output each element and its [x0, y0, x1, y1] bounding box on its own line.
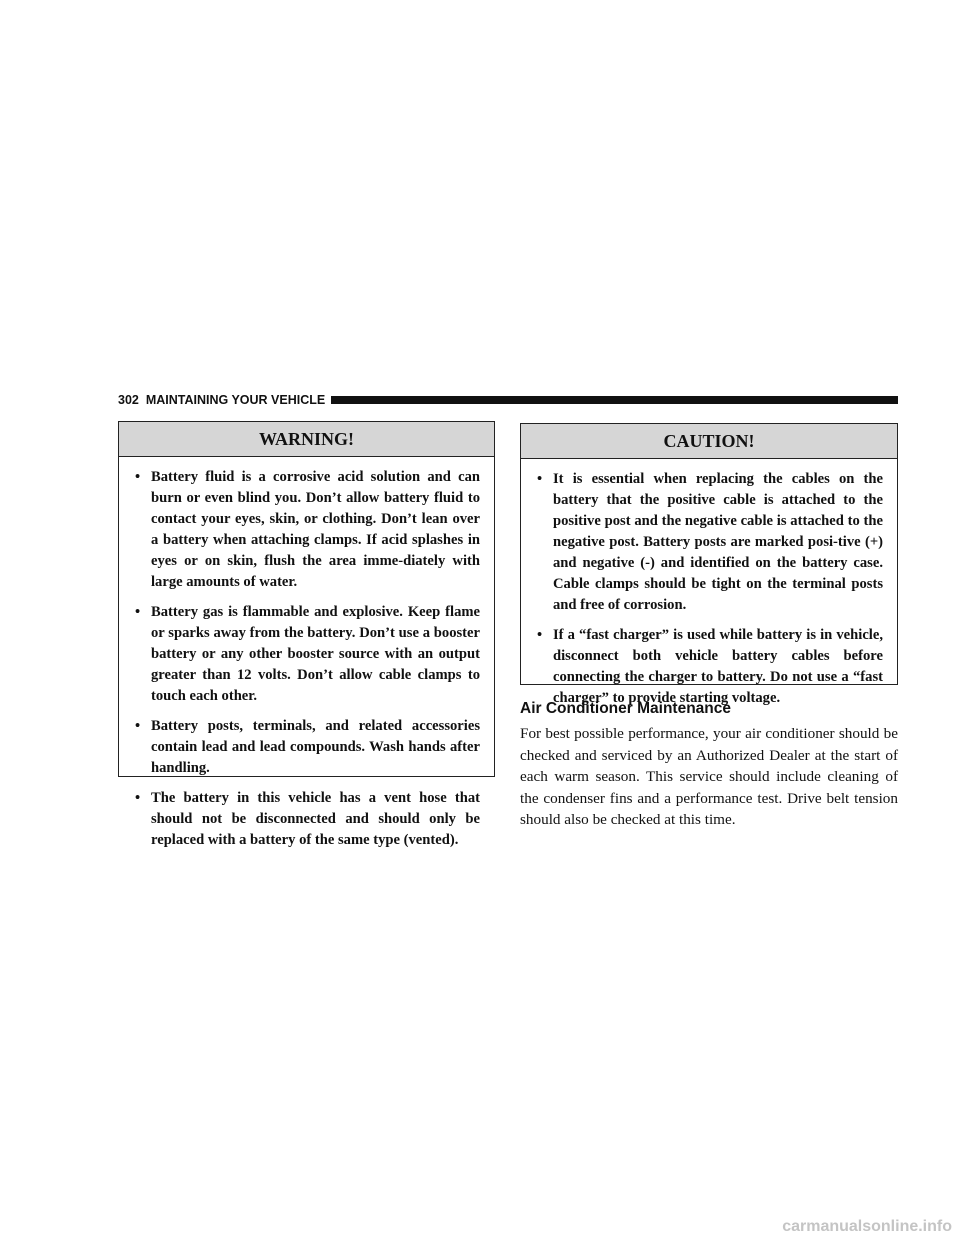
warning-item-text: The battery in this vehicle has a vent hose that should not be disconnected and should only be replaced with a battery of the same type (vented).	[151, 790, 480, 848]
bullet-icon: •	[135, 718, 141, 734]
warning-item	[135, 467, 480, 593]
caution-list	[521, 459, 897, 719]
section-title: MAINTAINING YOUR VEHICLE	[145, 393, 326, 407]
warning-item	[135, 602, 480, 707]
ac-section-heading: Air Conditioner Maintenance	[520, 700, 731, 717]
caution-box	[520, 423, 898, 706]
ac-section-body: For best possible performance, your air conditioner should be checked and serviced by an Authorized Dealer at the start of each warm season. This service should include cleaning of the condenser fins and a performance test. Drive belt tension should also be checked at this time.	[520, 725, 898, 828]
warning-item-text: Battery fluid is a corrosive acid solution and can burn or even blind you. Don’t allow battery fluid to contact your eyes, skin, or clothing. Don’t lean over a battery when attaching clamps. If acid splashes in eyes or on skin, flush the area imme-diately with large amounts of water.	[151, 469, 480, 590]
caution-item	[537, 469, 883, 616]
warning-item	[135, 716, 480, 779]
warning-list	[119, 457, 494, 861]
bullet-icon: •	[537, 627, 543, 643]
page-number: 302	[118, 393, 139, 407]
header-rule	[331, 396, 898, 404]
bullet-icon: •	[135, 469, 141, 485]
warning-box	[118, 421, 495, 848]
caution-item-text: It is essential when replacing the cables on the battery that the positive cable is attached to the positive post and the negative cable is attached to the negative post. Battery posts are marked posi-tive (+) and negative (-) and identified on the battery case. Cable clamps should be tight on the terminal posts and free of corrosion.	[553, 471, 883, 613]
page-header	[118, 391, 898, 409]
caution-item-text: If a “fast charger” is used while battery is in vehicle, disconnect both vehicle battery cables before connecting the charger to battery. Do not use a “fast charger” to provide starting voltage.	[553, 627, 883, 706]
warning-title: WARNING!	[119, 422, 494, 457]
warning-item-text: Battery posts, terminals, and related accessories contain lead and lead compounds. Wash hands after handling.	[151, 718, 480, 776]
bullet-icon: •	[537, 471, 543, 487]
bullet-icon: •	[135, 604, 141, 620]
caution-title: CAUTION!	[521, 424, 897, 459]
warning-item-text: Battery gas is flammable and explosive. Keep flame or sparks away from the battery. Don’t use a booster battery or any other booster source with an output greater than 12 volts. Don’t allow cable clamps to touch each other.	[151, 604, 480, 704]
caution-item	[537, 625, 883, 709]
watermark: carmanualsonline.info	[782, 1218, 952, 1235]
bullet-icon: •	[135, 790, 141, 806]
warning-item	[135, 788, 480, 851]
